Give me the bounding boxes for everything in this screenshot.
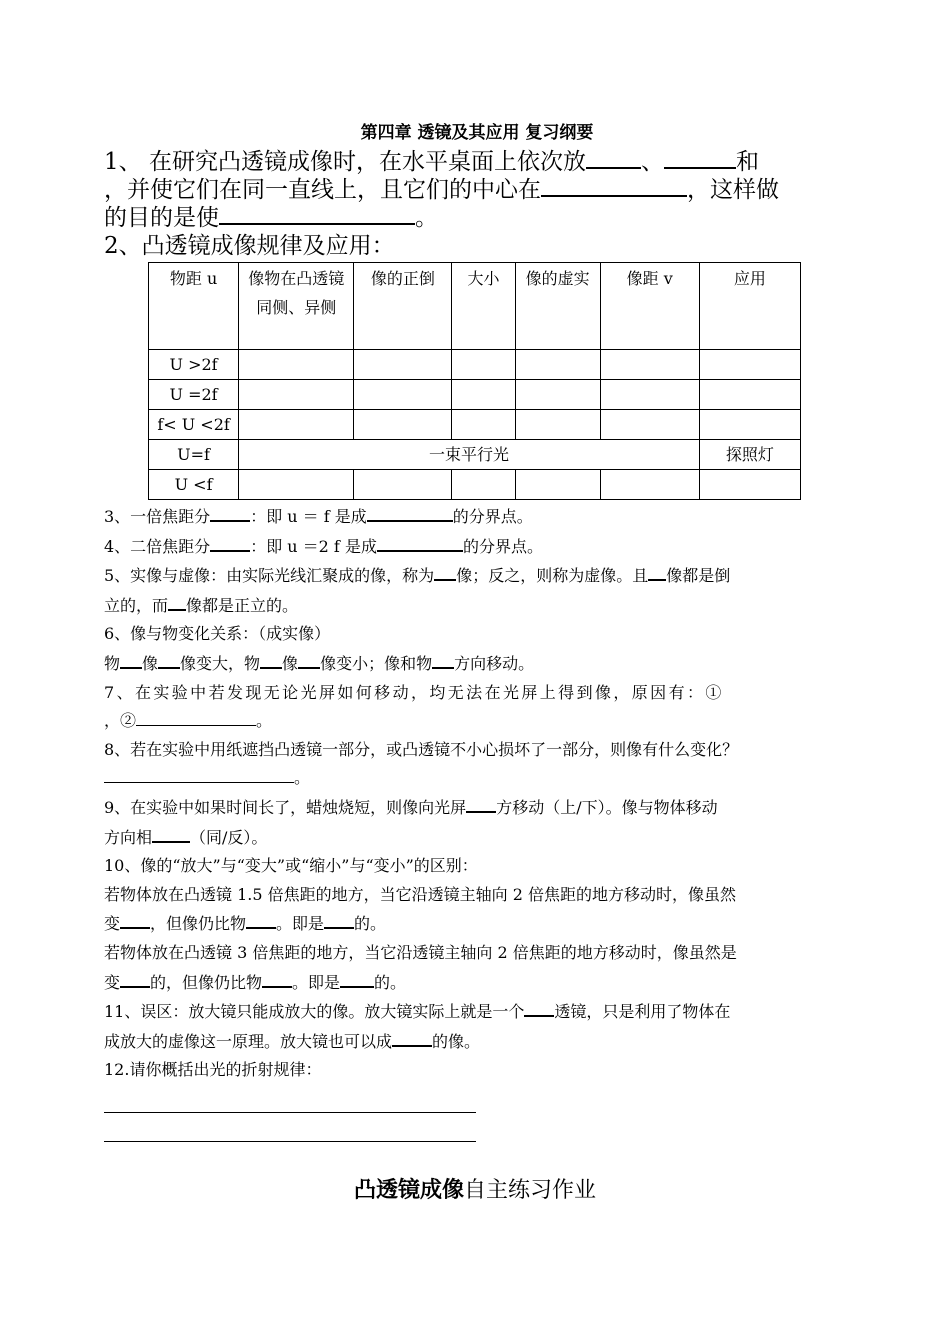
q3-text: 的分界点。	[452, 507, 533, 526]
table-cell-distance: U <f	[149, 470, 239, 500]
table-cell[interactable]	[354, 350, 452, 380]
q1-text: 和	[735, 149, 759, 175]
question-4	[104, 532, 850, 562]
table-cell[interactable]	[699, 470, 800, 500]
table-cell[interactable]	[452, 410, 515, 440]
table-cell-distance: U =2f	[149, 380, 239, 410]
table-header-cell: 物距 u	[149, 263, 239, 350]
table-row	[149, 470, 801, 500]
question-8	[104, 736, 850, 793]
question-6	[104, 620, 850, 678]
imaging-rule-table	[148, 262, 801, 500]
q6-text: 像变大，物	[180, 653, 261, 673]
blank[interactable]	[136, 709, 256, 726]
q9-text: 方向相	[104, 827, 153, 847]
q5-text: 5、实像与虚像：由实际光线汇聚成的像，称为	[104, 566, 435, 586]
table-header-cell: 大小	[452, 263, 515, 350]
q5-text: 立的，而	[104, 595, 169, 615]
question-2-label: 2、凸透镜成像规律及应用：	[104, 233, 395, 259]
blank[interactable]	[120, 909, 150, 929]
q10-text: 若物体放在凸透镜 3 倍焦距的地方，当它沿透镜主轴向 2 倍焦距的地方移动时，像虽然是	[104, 942, 737, 962]
q11-text: 的像。	[432, 1031, 481, 1051]
q10-text: 。即是	[276, 914, 325, 934]
blank[interactable]	[324, 909, 354, 929]
table-cell[interactable]	[600, 350, 699, 380]
table-cell[interactable]	[515, 410, 600, 440]
table-cell[interactable]	[699, 380, 800, 410]
table-header-cell: 像距 v	[600, 263, 699, 350]
table-cell-parallel-light: 一束平行光	[239, 440, 700, 470]
blank[interactable]	[377, 532, 463, 552]
blank[interactable]	[434, 561, 456, 581]
blank[interactable]	[648, 561, 666, 581]
q7-text: 。	[256, 711, 273, 731]
table-cell[interactable]	[515, 350, 600, 380]
subtitle-bold: 凸透镜成像	[353, 1177, 464, 1203]
table-header-cell: 像物在凸透镜同侧、异侧	[239, 263, 354, 350]
table-cell[interactable]	[452, 380, 515, 410]
question-10	[104, 852, 850, 997]
table-cell[interactable]	[699, 350, 800, 380]
table-cell-distance: f< U <2f	[149, 410, 239, 440]
table-cell[interactable]	[452, 350, 515, 380]
q8-text: 8、若在实验中用纸遮挡凸透镜一部分，或凸透镜不小心损坏了一部分，则像有什么变化？	[104, 739, 739, 759]
q10-text: 若物体放在凸透镜 1.5 倍焦距的地方，当它沿透镜主轴向 2 倍焦距的地方移动时，像虽然	[104, 884, 736, 904]
q8-text: 。	[294, 768, 311, 788]
blank[interactable]	[340, 968, 374, 988]
blank[interactable]	[664, 149, 736, 169]
table-header-cell: 像的虚实	[515, 263, 600, 350]
table-cell[interactable]	[239, 470, 354, 500]
table-cell[interactable]	[600, 380, 699, 410]
blank[interactable]	[219, 205, 415, 225]
q10-text: 的，但像仍比物	[150, 972, 263, 992]
q10-text: 。即是	[292, 972, 341, 992]
q6-title: 6、像与物变化关系：（成实像）	[104, 624, 331, 644]
q7-text: 7、在实验中若发现无论光屏如何移动，均无法在光屏上得到像，原因有：①	[104, 682, 724, 702]
blank[interactable]	[524, 997, 554, 1017]
table-header-cell: 像的正倒	[354, 263, 452, 350]
table-row	[149, 350, 801, 380]
blank[interactable]	[466, 793, 496, 813]
blank[interactable]	[210, 502, 250, 522]
q3-text: 3、一倍焦距分	[104, 507, 211, 526]
blank[interactable]	[541, 177, 687, 197]
table-row	[149, 380, 801, 410]
blank[interactable]	[152, 823, 190, 843]
document-page	[104, 118, 850, 1142]
table-cell[interactable]	[600, 470, 699, 500]
question-12: 12.请你概括出光的折射规律：	[104, 1060, 322, 1080]
q9-text: 方移动（上/下）。像与物体移动	[496, 797, 718, 817]
table-cell[interactable]	[452, 470, 515, 500]
q4-text: 的分界点。	[462, 536, 543, 556]
q1-text: 1、 在研究凸透镜成像时，在水平桌面上依次放	[104, 149, 586, 175]
blank[interactable]	[158, 649, 180, 669]
q7-text: ，②	[104, 711, 137, 731]
q4-text: 4、二倍焦距分	[104, 536, 211, 556]
q1-text: 。	[415, 205, 438, 231]
blank[interactable]	[432, 649, 454, 669]
blank[interactable]	[260, 649, 282, 669]
table-cell[interactable]	[600, 410, 699, 440]
q9-text: （同/反）。	[190, 827, 268, 847]
q6-text: 物	[104, 653, 121, 673]
q10-text: 变	[104, 914, 121, 934]
page-title: 第四章 透镜及其应用 复习纲要	[360, 123, 594, 143]
q10-title: 10、像的“放大”与“变大”或“缩小”与“变小”的区别：	[104, 856, 478, 876]
q1-text: 的目的是使	[104, 205, 219, 231]
q9-text: 9、在实验中如果时间长了，蜡烛烧短，则像向光屏	[104, 797, 467, 817]
blank[interactable]	[104, 766, 294, 783]
table-cell[interactable]	[515, 380, 600, 410]
question-5	[104, 561, 850, 620]
q11-text: 11、误区：放大镜只能成放大的像。放大镜实际上就是一个	[104, 1002, 525, 1022]
q4-text: ：即 u ＝2 f 是成	[250, 536, 377, 556]
q6-text: 像	[142, 653, 159, 673]
blank[interactable]	[120, 968, 150, 988]
q5-text: 像都是正立的。	[186, 595, 299, 615]
table-cell[interactable]	[239, 410, 354, 440]
answer-line[interactable]	[104, 1140, 476, 1142]
question-3	[104, 502, 850, 532]
q10-text: ，但像仍比物	[150, 914, 247, 934]
q5-text: 像都是倒	[666, 566, 731, 586]
blank[interactable]	[392, 1027, 432, 1047]
table-cell[interactable]	[354, 410, 452, 440]
q10-text: 变	[104, 972, 121, 992]
question-11	[104, 997, 850, 1056]
table-row	[149, 440, 801, 470]
table-cell[interactable]	[699, 410, 800, 440]
table-row	[149, 410, 801, 440]
q6-text: 像变小；像和物	[320, 653, 433, 673]
q11-text: 成放大的虚像这一原理。放大镜也可以成	[104, 1031, 393, 1051]
question-1	[104, 148, 850, 232]
table-header-row	[149, 263, 801, 350]
blank[interactable]	[262, 968, 292, 988]
q6-text: 像	[282, 653, 299, 673]
q1-text: ，这样做	[687, 177, 779, 203]
blank[interactable]	[246, 909, 276, 929]
table-header-cell: 应用	[699, 263, 800, 350]
blank[interactable]	[586, 149, 641, 169]
section-subtitle	[0, 1173, 950, 1204]
q10-text: 的。	[354, 914, 387, 934]
blank[interactable]	[298, 649, 320, 669]
blank[interactable]	[120, 649, 142, 669]
table-cell[interactable]	[239, 350, 354, 380]
table-cell[interactable]	[354, 380, 452, 410]
blank[interactable]	[168, 591, 186, 611]
question-9	[104, 793, 850, 852]
blank[interactable]	[210, 532, 250, 552]
table-cell-application: 探照灯	[699, 440, 800, 470]
table-cell[interactable]	[354, 470, 452, 500]
q10-text: 的。	[374, 972, 407, 992]
blank[interactable]	[367, 502, 453, 522]
question-7	[104, 679, 850, 736]
table-cell[interactable]	[515, 470, 600, 500]
q11-text: 透镜，只是利用了物体在	[554, 1002, 731, 1022]
subtitle-normal: 自主练习作业	[464, 1178, 597, 1203]
q1-text: 、	[640, 149, 664, 175]
q6-text: 方向移动。	[454, 653, 535, 673]
table-cell[interactable]	[239, 380, 354, 410]
q1-text: ，并使它们在同一直线上，且它们的中心在	[104, 177, 541, 203]
table-cell-distance: U >2f	[149, 350, 239, 380]
q5-text: 像；反之，则称为虚像。且	[456, 566, 649, 586]
table-cell-distance: U=f	[149, 440, 239, 470]
q3-text: ：即 u ＝ f 是成	[250, 507, 367, 526]
